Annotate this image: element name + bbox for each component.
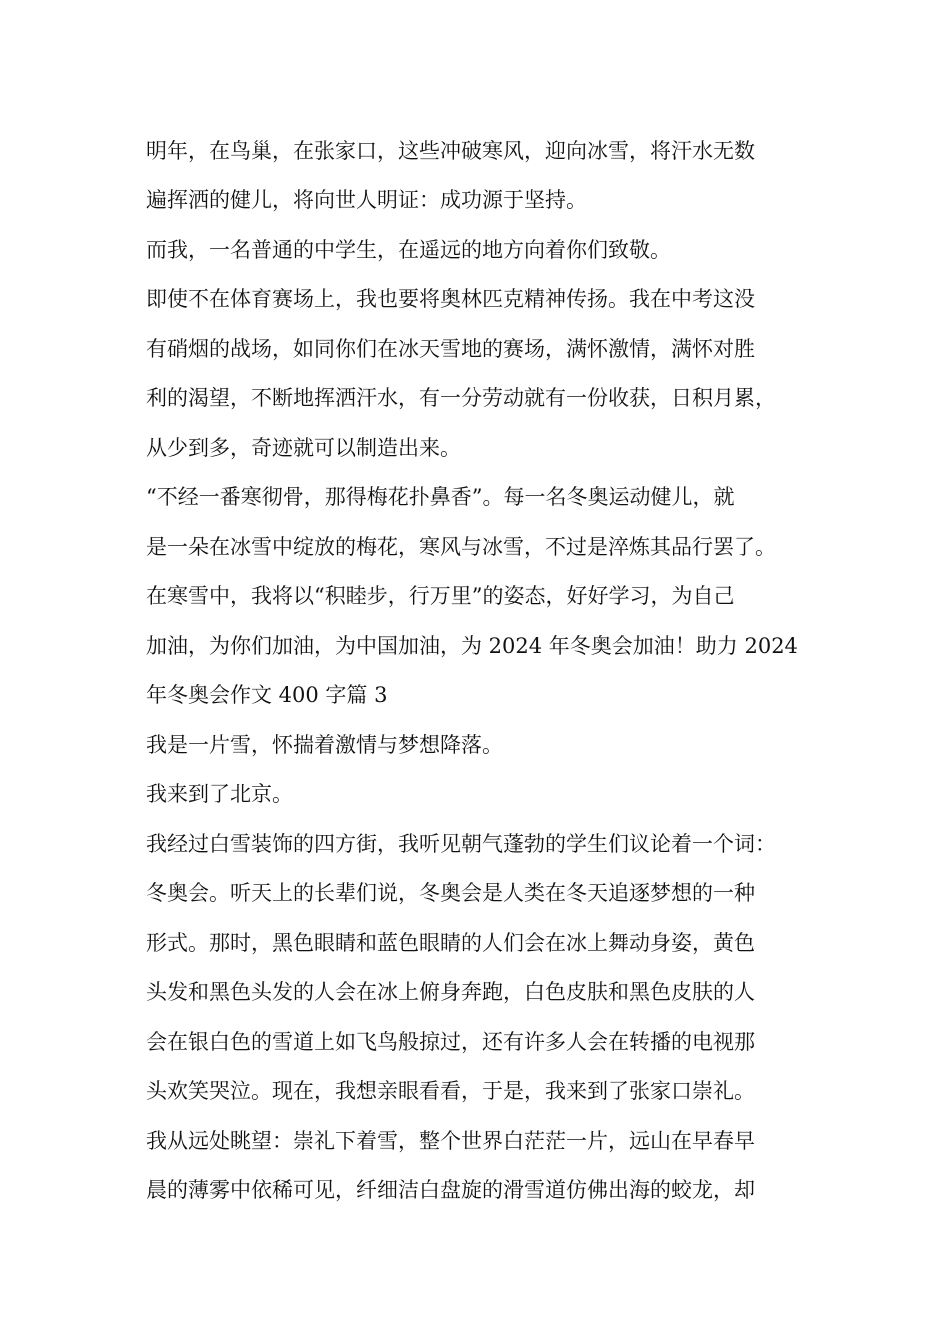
text-line: 在寒雪中，我将以“积睦步，行万里”的姿态，好好学习，为自己 xyxy=(146,584,735,608)
text-line: 晨的薄雾中依稀可见，纤细洁白盘旋的滑雪道仿佛出海的蛟龙，却 xyxy=(146,1178,755,1202)
text-line: 形式。那时，黑色眼睛和蓝色眼睛的人们会在冰上舞动身姿，黄色 xyxy=(146,931,755,955)
text-line: 头发和黑色头发的人会在冰上俯身奔跑，白色皮肤和黑色皮肤的人 xyxy=(146,980,755,1004)
text-line: 我来到了北京。 xyxy=(146,782,293,806)
text-line: 从少到多，奇迹就可以制造出来。 xyxy=(146,436,461,460)
text-line: 有硝烟的战场，如同你们在冰天雪地的赛场，满怀激情，满怀对胜 xyxy=(146,337,755,361)
text-line: 加油，为你们加油，为中国加油，为 2024 年冬奥会加油！助力 2024 xyxy=(146,634,798,658)
text-line: 我是一片雪，怀揣着激情与梦想降落。 xyxy=(146,733,503,757)
text-line: 会在银白色的雪道上如飞鸟般掠过，还有许多人会在转播的电视那 xyxy=(146,1030,755,1054)
text-line: 是一朵在冰雪中绽放的梅花，寒风与冰雪，不过是淬炼其品行罢了。 xyxy=(146,535,776,559)
text-line: 利的渴望，不断地挥洒汗水，有一分劳动就有一份收获，日积月累， xyxy=(146,386,776,410)
text-line: 年冬奥会作文 400 字篇 3 xyxy=(146,683,388,707)
text-line: “不经一番寒彻骨，那得梅花扑鼻香”。每一名冬奥运动健儿，就 xyxy=(146,485,735,509)
text-line: 我从远处眺望：崇礼下着雪，整个世界白茫茫一片，远山在早春早 xyxy=(146,1129,755,1153)
text-line: 我经过白雪装饰的四方街，我听见朝气蓬勃的学生们议论着一个词： xyxy=(146,832,776,856)
text-line: 而我，一名普通的中学生，在遥远的地方向着你们致敬。 xyxy=(146,238,671,262)
text-line: 冬奥会。听天上的长辈们说，冬奥会是人类在冬天追逐梦想的一种 xyxy=(146,881,755,905)
text-line: 明年，在鸟巢，在张家口，这些冲破寒风，迎向冰雪，将汗水无数 xyxy=(146,139,755,163)
text-line: 即使不在体育赛场上，我也要将奥林匹克精神传扬。我在中考这没 xyxy=(146,287,755,311)
text-line: 遍挥洒的健儿，将向世人明证：成功源于坚持。 xyxy=(146,188,587,212)
text-line: 头欢笑哭泣。现在，我想亲眼看看，于是，我来到了张家口崇礼。 xyxy=(146,1079,755,1103)
